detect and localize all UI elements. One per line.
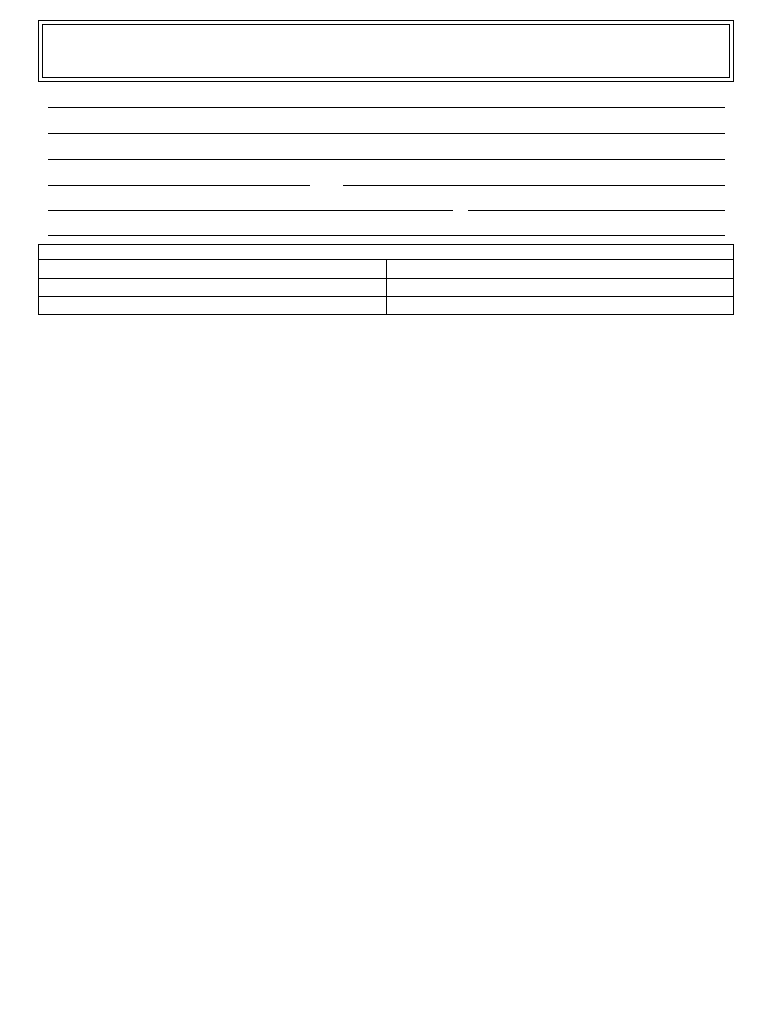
email-field[interactable] — [48, 197, 453, 211]
address-field[interactable] — [48, 146, 725, 160]
owner-names-field[interactable] — [48, 120, 725, 134]
owner-names-row — [45, 116, 725, 134]
table-row — [39, 278, 733, 296]
manager-id-cell-1[interactable] — [386, 278, 733, 296]
header-box — [38, 20, 734, 82]
business-name-field[interactable] — [48, 94, 725, 108]
manager-certification-title — [39, 245, 733, 260]
header-inner-frame — [42, 24, 730, 78]
email-row — [45, 193, 725, 211]
mailing-address-field[interactable] — [48, 222, 725, 236]
mailing-address-row — [45, 218, 725, 236]
phone-row — [45, 168, 725, 186]
manager-certification-box — [38, 244, 734, 315]
business-name-row — [45, 90, 725, 108]
table-header-row — [39, 260, 733, 278]
table-row — [39, 296, 733, 314]
manager-name-cell-1[interactable] — [39, 278, 386, 296]
name-column-header — [39, 260, 386, 278]
manager-id-cell-2[interactable] — [386, 296, 733, 314]
manager-name-cell-2[interactable] — [39, 296, 386, 314]
fax-field[interactable] — [468, 197, 725, 211]
address-row — [45, 142, 725, 160]
cell-field[interactable] — [343, 172, 725, 186]
manager-certification-table — [39, 260, 733, 314]
id-number-column-header — [386, 260, 733, 278]
phone-field[interactable] — [48, 172, 310, 186]
